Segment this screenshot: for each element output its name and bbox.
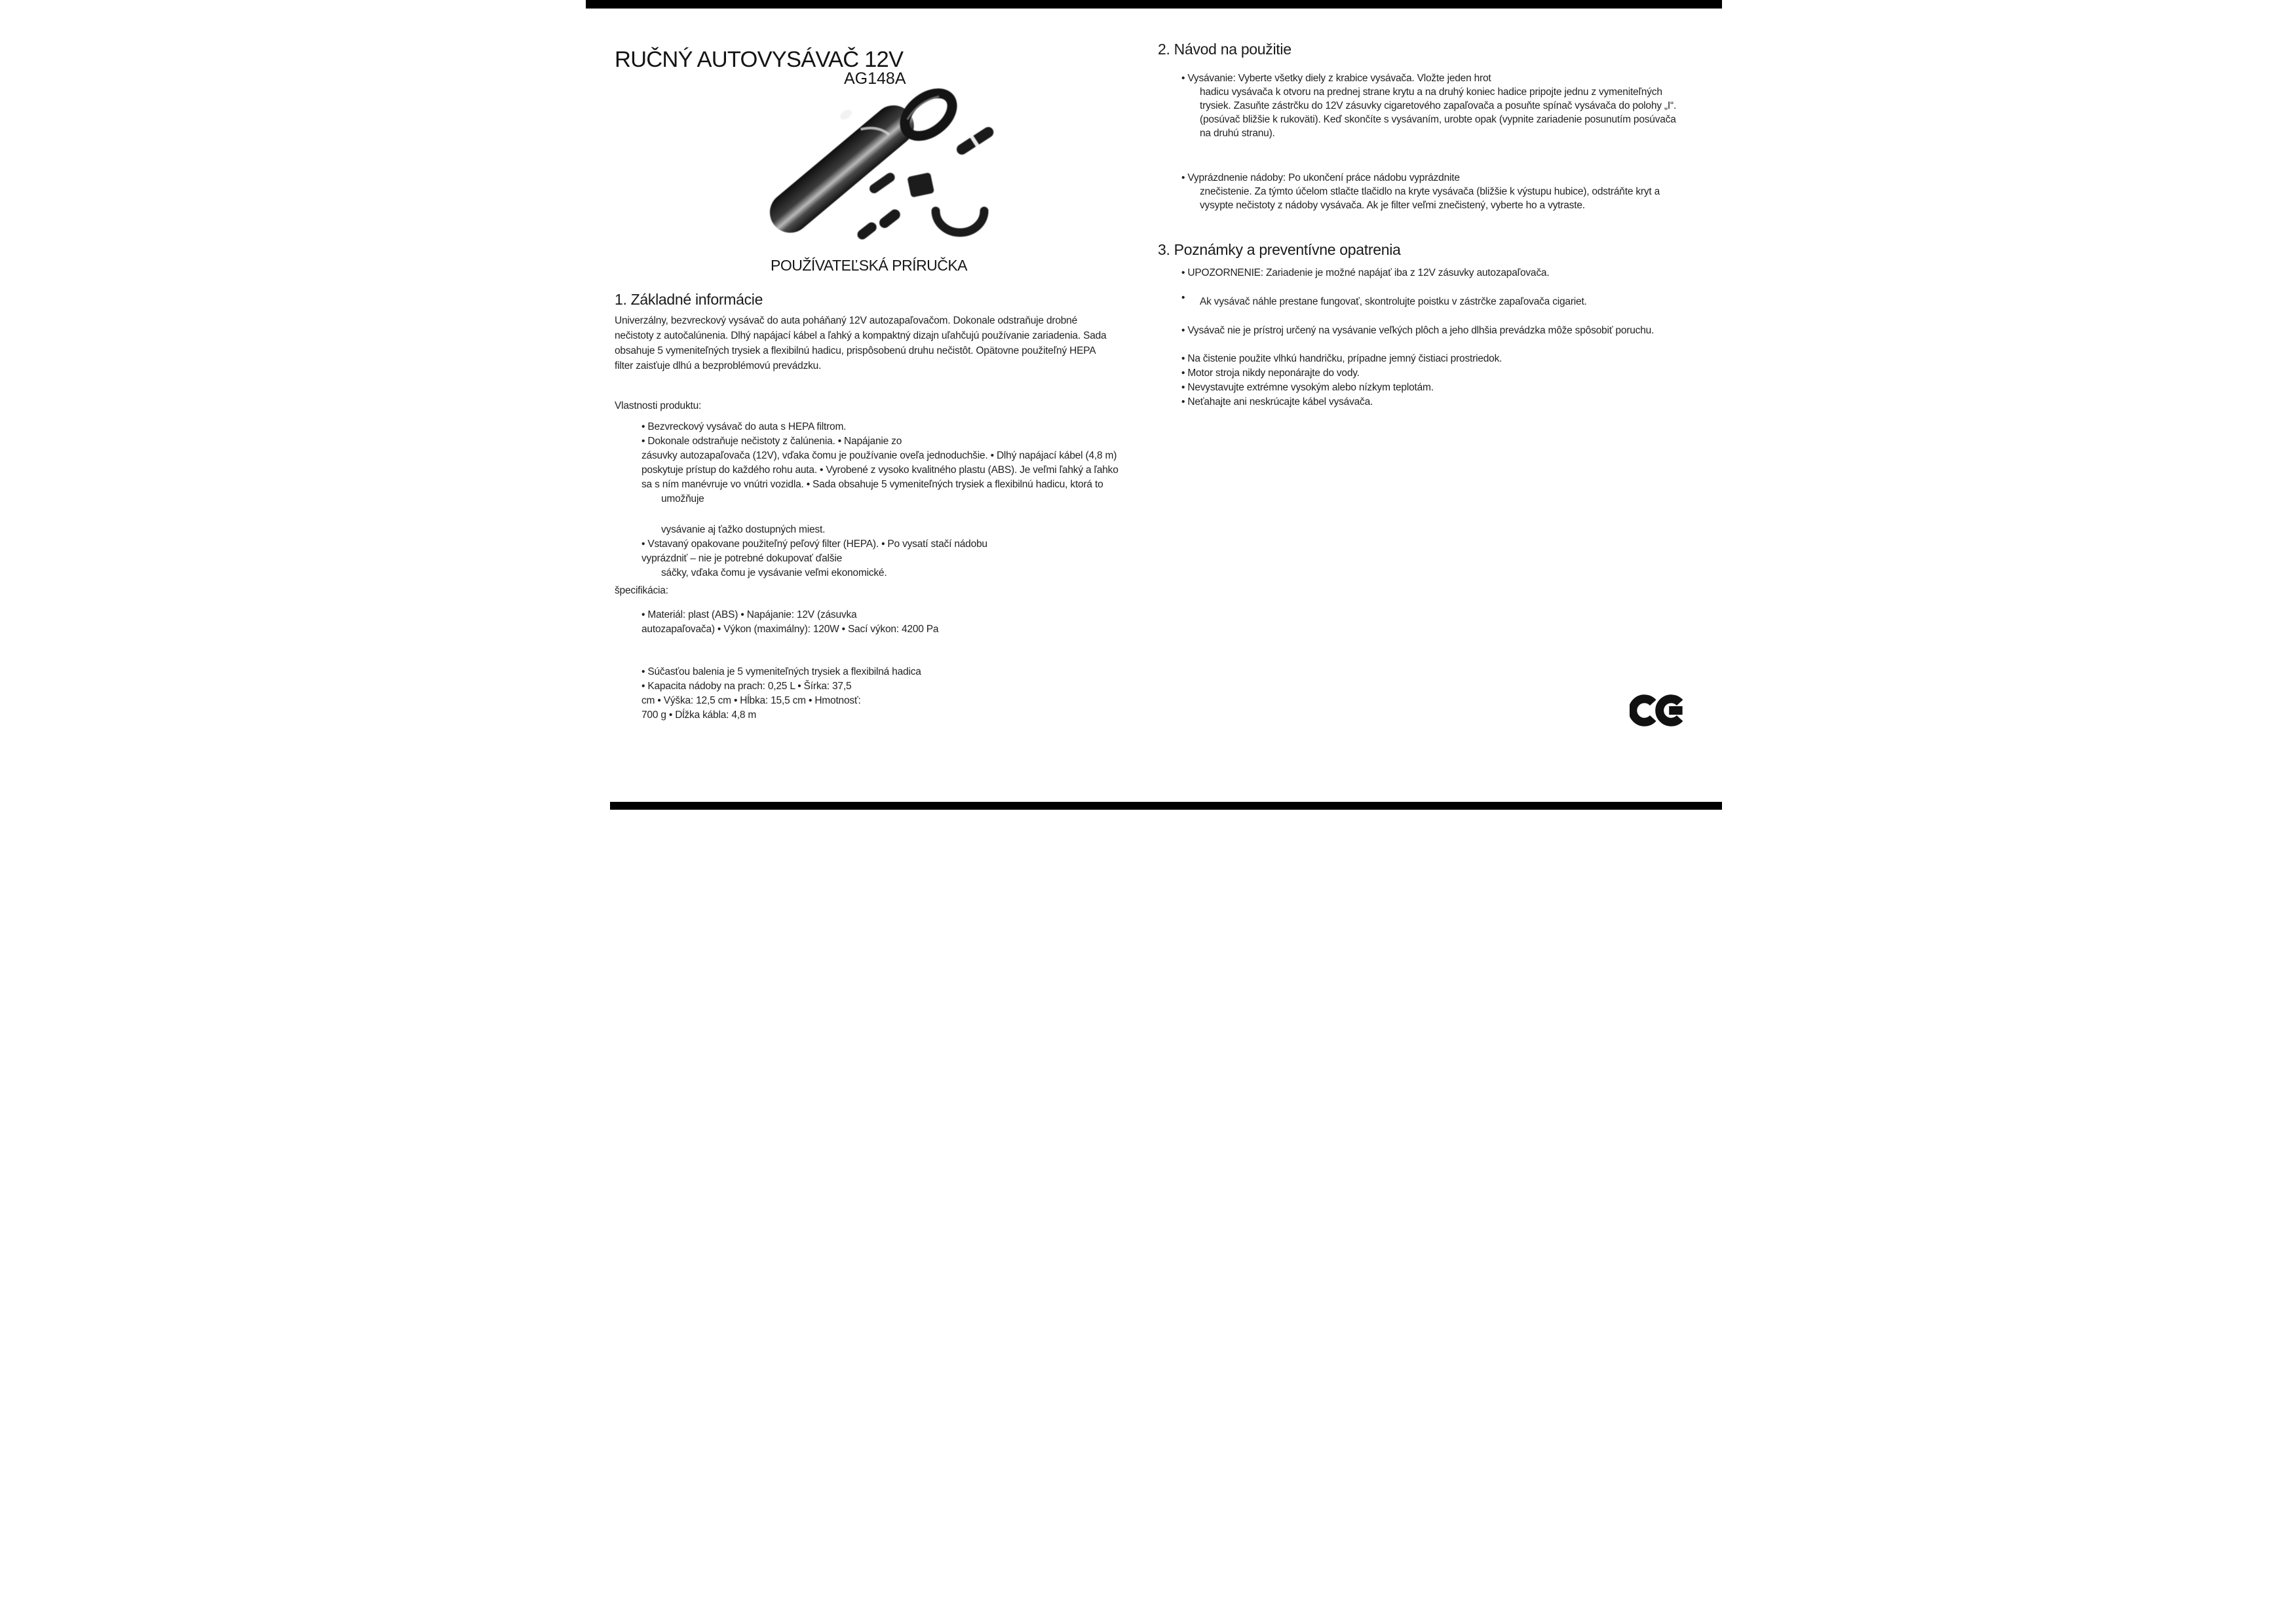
vacuum-handle — [897, 85, 961, 144]
note-temperature: • Nevystavujte extrémne vysokým alebo nízkym teplotám. — [1181, 382, 1434, 393]
note-fuse: Ak vysávač náhle prestane fungovať, skontrolujte poistku v zástrčke zapaľovača cigariet. — [1200, 296, 1587, 307]
brush-attachment — [874, 178, 890, 189]
spec-label: špecifikácia: — [615, 585, 668, 596]
note-bullet-marker: • — [1181, 292, 1185, 303]
note-large-areas: • Vysávač nie je prístroj určený na vysávanie veľkých plôch a jeho dlhšia prevádzka môže spôsobiť poruchu. — [1181, 325, 1655, 336]
section3-heading: 3. Poznámky a preventívne opatrenia — [1158, 241, 1401, 258]
spec-line: 700 g • Dĺžka kábla: 4,8 m — [641, 709, 757, 721]
vacuum-vents — [824, 107, 854, 132]
product-photo — [764, 83, 1020, 256]
model-number: AG148A — [844, 69, 906, 88]
feature-line: • Dokonale odstraňuje nečistoty z čalúnenia. • Napájanie zo — [641, 436, 902, 447]
feature-line: • Bezvreckový vysávač do auta s HEPA filtrom. — [641, 421, 847, 432]
section1-heading: 1. Základné informácie — [615, 291, 763, 308]
intro-line: Univerzálny, bezvreckový vysávač do auta poháňaný 12V autozapaľovačom. Dokonale odstraňuje drobné — [615, 315, 1078, 326]
spec-line: • Kapacita nádoby na prach: 0,25 L • Šírka: 37,5 — [641, 681, 852, 692]
note-warning: • UPOZORNENIE: Zariadenie je možné napájať iba z 12V zásuvky autozapaľovača. — [1181, 267, 1550, 278]
ce-mark-icon — [1630, 684, 1686, 737]
page-title: RUČNÝ AUTOVYSÁVAČ 12V — [615, 47, 904, 72]
feature-line: sa s ním manévruje vo vnútri vozidla. • Sada obsahuje 5 vymeniteľných trysiek a flexibilnú hadicu, ktorá to — [641, 479, 1103, 490]
section2-heading: 2. Návod na použitie — [1158, 41, 1292, 58]
spec-line: • Materiál: plast (ABS) • Napájanie: 12V (zásuvka — [641, 609, 857, 620]
flexible-hose — [936, 211, 984, 233]
bottom-scan-bar — [610, 802, 1722, 810]
feature-line: umožňuje — [661, 493, 704, 504]
feature-line: vysávanie aj ťažko dostupných miest. — [661, 524, 826, 535]
top-scan-bar — [586, 0, 1722, 9]
usage-line: vysypte nečistoty z nádoby vysávača. Ak je filter veľmi znečistený, vyberte ho a vytraste. — [1200, 200, 1585, 211]
feature-line: sáčky, vďaka čomu je vysávanie veľmi ekonomické. — [661, 567, 887, 578]
usage-line: • Vyprázdnenie nádoby: Po ukončení práce nádobu vyprázdnite — [1181, 172, 1460, 183]
nozzle-tip-attachment — [959, 127, 991, 154]
intro-line: filter zaisťuje dlhú a bezproblémovú prevádzku. — [615, 360, 822, 371]
features-label: Vlastnosti produktu: — [615, 400, 702, 411]
usage-line: hadicu vysávača k otvoru na prednej strane krytu a na druhý koniec hadice pripojte jednu z vymeniteľných — [1200, 86, 1662, 98]
wide-brush-attachment — [907, 172, 934, 198]
crevice-attachments — [862, 215, 895, 235]
feature-line: zásuvky autozapaľovača (12V), vďaka čomu je používanie oveľa jednoduchšie. • Dlhý napájací kábel (4,8 m) — [641, 450, 1117, 461]
spec-line: autozapaľovača) • Výkon (maximálny): 120W • Sací výkon: 4200 Pa — [641, 624, 939, 635]
note-water: • Motor stroja nikdy neponárajte do vody. — [1181, 368, 1360, 379]
vacuum-body — [778, 111, 896, 215]
usage-line: znečistenie. Za týmto účelom stlačte tlačidlo na kryte vysávača (bližšie k výstupu hubice), odstráňte kryt a — [1200, 186, 1660, 197]
usage-bullet-vacuuming — [1181, 71, 1676, 140]
usage-line: • Vysávanie: Vyberte všetky diely z krabice vysávača. Vložte jeden hrot — [1181, 73, 1491, 84]
usage-bullet-emptying — [1181, 171, 1660, 212]
manual-label: POUŽÍVATEĽSKÁ PRÍRUČKA — [771, 257, 967, 274]
section1-intro-paragraph — [615, 313, 1106, 373]
usage-line: trysiek. Zasuňte zástrčku do 12V zásuvky cigaretového zapaľovača a posuňte spínač vysávača do polohy „I“. — [1200, 100, 1677, 111]
intro-line: obsahuje 5 vymeniteľných trysiek a flexibilnú hadicu, prispôsobenú druhu nečistôt. Opätovne použiteľný HEPA — [615, 345, 1096, 356]
usage-line: na druhú stranu). — [1200, 128, 1275, 139]
spec-block-2 — [641, 665, 921, 723]
note-cleaning: • Na čistenie použite vlhkú handričku, prípadne jemný čistiaci prostriedok. — [1181, 353, 1502, 364]
feature-line: • Vstavaný opakovane použiteľný peľový filter (HEPA). • Po vysatí stačí nádobu — [641, 538, 987, 550]
features-list — [641, 420, 1119, 580]
feature-line: poskytuje prístup do každého rohu auta. • Vyrobené z vysoko kvalitného plastu (ABS). Je veľmi ľahký a ľahko — [641, 464, 1119, 476]
usage-line: (posúvač bližšie k rukoväti). Keď skončíte s vysávaním, urobte opak (vypnite zariadenie posunutím posúvača — [1200, 114, 1676, 125]
spec-block-1 — [641, 608, 938, 637]
spec-line: • Súčasťou balenia je 5 vymeniteľných trysiek a flexibilná hadica — [641, 666, 921, 677]
intro-line: nečistoty z autočalúnenia. Dlhý napájací kábel a ľahký a kompaktný dizajn uľahčujú používanie zariadenia. Sada — [615, 330, 1107, 341]
feature-line: vyprázdniť – nie je potrebné dokupovať ďalšie — [641, 553, 842, 564]
note-cable: • Neťahajte ani neskrúcajte kábel vysávača. — [1181, 396, 1373, 407]
manual-page — [574, 0, 1722, 812]
spec-line: cm • Výška: 12,5 cm • Hĺbka: 15,5 cm • Hmotnosť: — [641, 695, 861, 706]
